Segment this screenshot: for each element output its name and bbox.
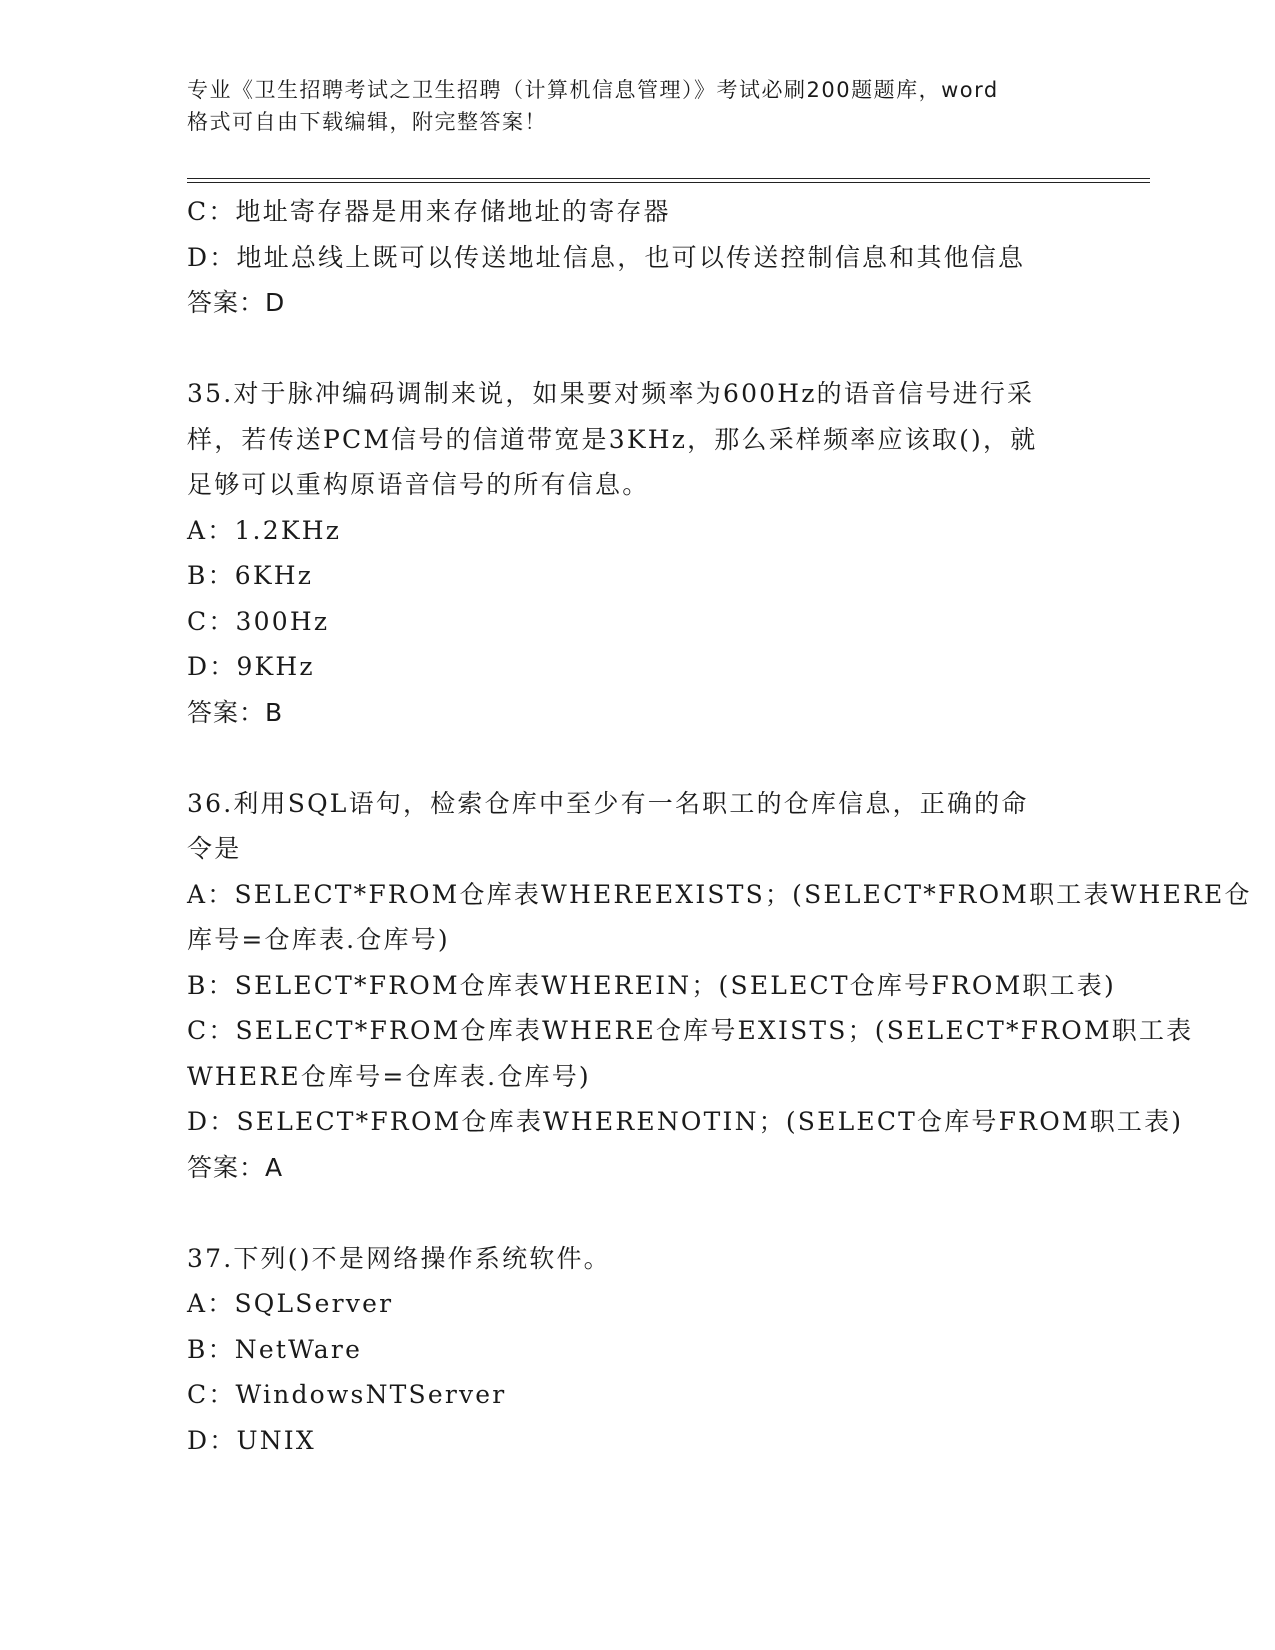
option-b: B：6KHz [187, 561, 314, 590]
option-c: C：WindowsNTServer [187, 1380, 507, 1409]
question-stem: 样，若传送PCM信号的信道带宽是3KHz，那么采样频率应该取()，就 [187, 424, 1038, 454]
question-stem: 足够可以重构原语音信号的所有信息。 [187, 470, 650, 499]
question-37 [187, 1236, 1087, 1464]
option-a: A：SQLServer [187, 1289, 394, 1318]
header-divider [187, 178, 1150, 183]
header-title-line-2: 格式可自由下载编辑，附完整答案！ [187, 110, 547, 134]
option-d: D：地址总线上既可以传送地址信息，也可以传送控制信息和其他信息 [187, 242, 1026, 272]
question-35 [187, 371, 1087, 735]
header-title-line-1: 专业《卫生招聘考试之卫生招聘（计算机信息管理）》考试必刷200题题库，word [187, 78, 999, 102]
question-stem: 35.对于脉冲编码调制来说，如果要对频率为600Hz的语音信号进行采 [187, 379, 1035, 408]
question-34-continued [187, 189, 1087, 326]
answer: 答案：A [187, 1152, 284, 1182]
option-a: A：SELECT*FROM仓库表WHEREEXISTS；(SELECT*FROM职工表WHERE仓 [187, 879, 1252, 909]
option-a-continued: 库号=仓库表.仓库号) [187, 925, 450, 954]
spacer [187, 735, 1087, 781]
option-b: B：SELECT*FROM仓库表WHEREIN；(SELECT仓库号FROM职工表) [187, 970, 1116, 1000]
spacer [187, 326, 1087, 372]
question-stem: 令是 [187, 834, 242, 863]
option-d: D：9KHz [187, 652, 315, 681]
answer: 答案：D [187, 288, 286, 317]
option-c: C：300Hz [187, 606, 330, 636]
option-a: A：1.2KHz [187, 515, 342, 545]
answer: 答案：B [187, 697, 284, 727]
question-36 [187, 781, 1252, 1191]
option-b: B：NetWare [187, 1334, 363, 1364]
option-c: C：地址寄存器是用来存储地址的寄存器 [187, 197, 671, 226]
document-body [187, 189, 1252, 1463]
option-d: D：SELECT*FROM仓库表WHERENOTIN；(SELECT仓库号FROM职工表) [187, 1107, 1184, 1136]
question-stem: 37.下列()不是网络操作系统软件。 [187, 1243, 611, 1273]
question-stem: 36.利用SQL语句，检索仓库中至少有一名职工的仓库信息，正确的命 [187, 788, 1029, 818]
option-c: C：SELECT*FROM仓库表WHERE仓库号EXISTS；(SELECT*FROM职工表 [187, 1016, 1194, 1045]
document-header [187, 74, 1087, 138]
option-d: D：UNIX [187, 1425, 316, 1455]
option-c-continued: WHERE仓库号=仓库表.仓库号) [187, 1061, 591, 1091]
spacer [187, 1190, 1087, 1236]
